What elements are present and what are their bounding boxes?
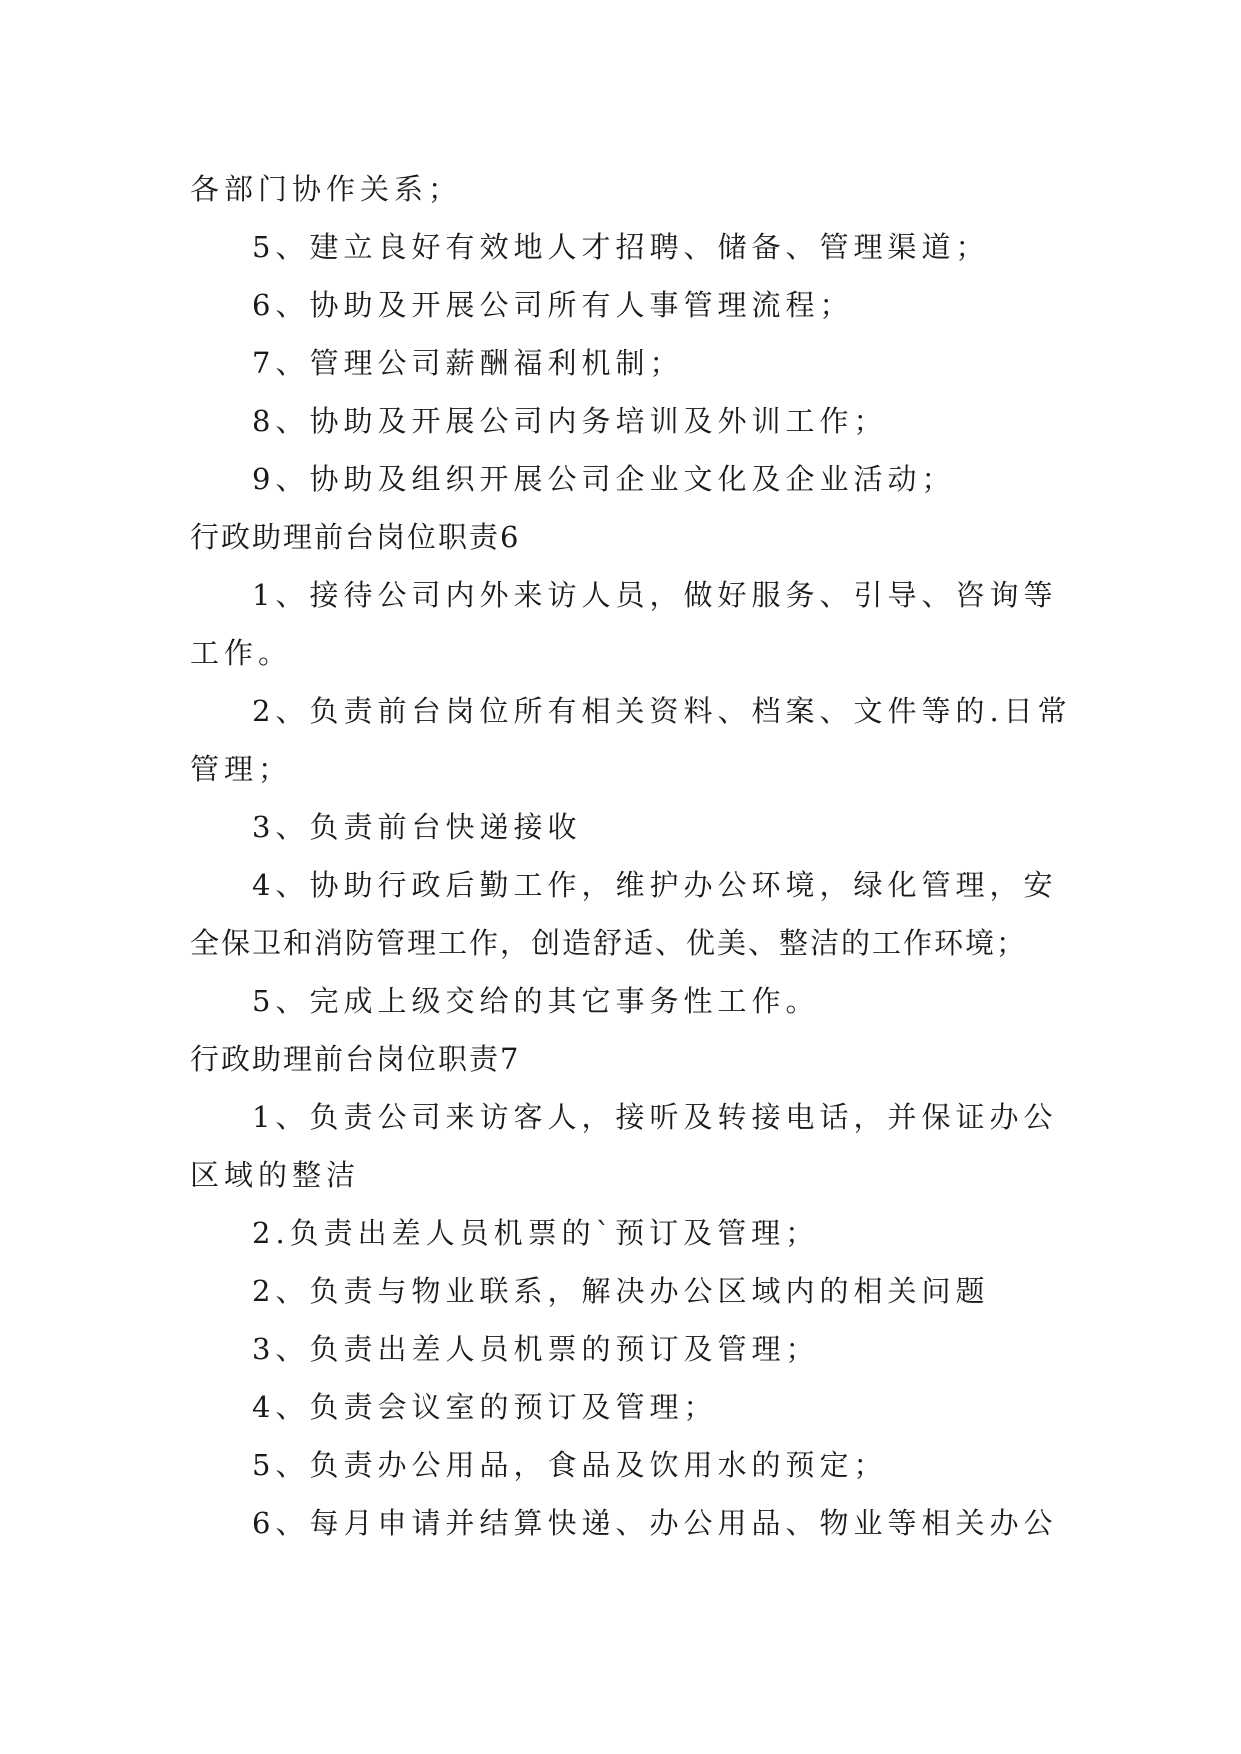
text-line-23: 5、负责办公用品，食品及饮用水的预定； — [252, 1448, 888, 1482]
text-line-19: 2.负责出差人员机票的`预订及管理； — [252, 1216, 820, 1250]
text-line-5: 8、协助及开展公司内务培训及外训工作； — [252, 404, 888, 438]
document-body — [190, 160, 1072, 1552]
text-line-24: 6、每月申请并结算快递、办公用品、物业等相关办公 — [252, 1506, 1058, 1540]
text-line-15: 5、完成上级交给的其它事务性工作。 — [252, 984, 820, 1018]
text-line-18: 区域的整洁 — [190, 1158, 361, 1192]
text-line-2: 5、建立良好有效地人才招聘、储备、管理渠道； — [252, 230, 990, 264]
section-heading-7: 行政助理前台岗位职责7 — [190, 1042, 521, 1076]
text-line-21: 3、负责出差人员机票的预订及管理； — [252, 1332, 820, 1366]
text-line-1: 各部门协作关系； — [190, 172, 463, 206]
text-line-14: 全保卫和消防管理工作，创造舒适、优美、整洁的工作环境； — [190, 926, 1028, 960]
text-line-12: 3、负责前台快递接收 — [252, 810, 582, 844]
text-line-17: 1、负责公司来访客人，接听及转接电话，并保证办公 — [252, 1100, 1058, 1134]
text-line-10: 2、负责前台岗位所有相关资料、档案、文件等的.日常 — [252, 694, 1072, 728]
text-line-13: 4、协助行政后勤工作，维护办公环境，绿化管理，安 — [252, 868, 1058, 902]
text-line-9: 工作。 — [190, 636, 293, 670]
text-line-3: 6、协助及开展公司所有人事管理流程； — [252, 288, 854, 322]
text-line-6: 9、协助及组织开展公司企业文化及企业活动； — [252, 462, 956, 496]
text-line-4: 7、管理公司薪酬福利机制； — [252, 346, 684, 380]
section-heading-6: 行政助理前台岗位职责6 — [190, 520, 521, 554]
text-line-8: 1、接待公司内外来访人员，做好服务、引导、咨询等 — [252, 578, 1058, 612]
text-line-22: 4、负责会议室的预订及管理； — [252, 1390, 718, 1424]
text-line-11: 管理； — [190, 752, 293, 786]
text-line-20: 2、负责与物业联系，解决办公区域内的相关问题 — [252, 1274, 990, 1308]
